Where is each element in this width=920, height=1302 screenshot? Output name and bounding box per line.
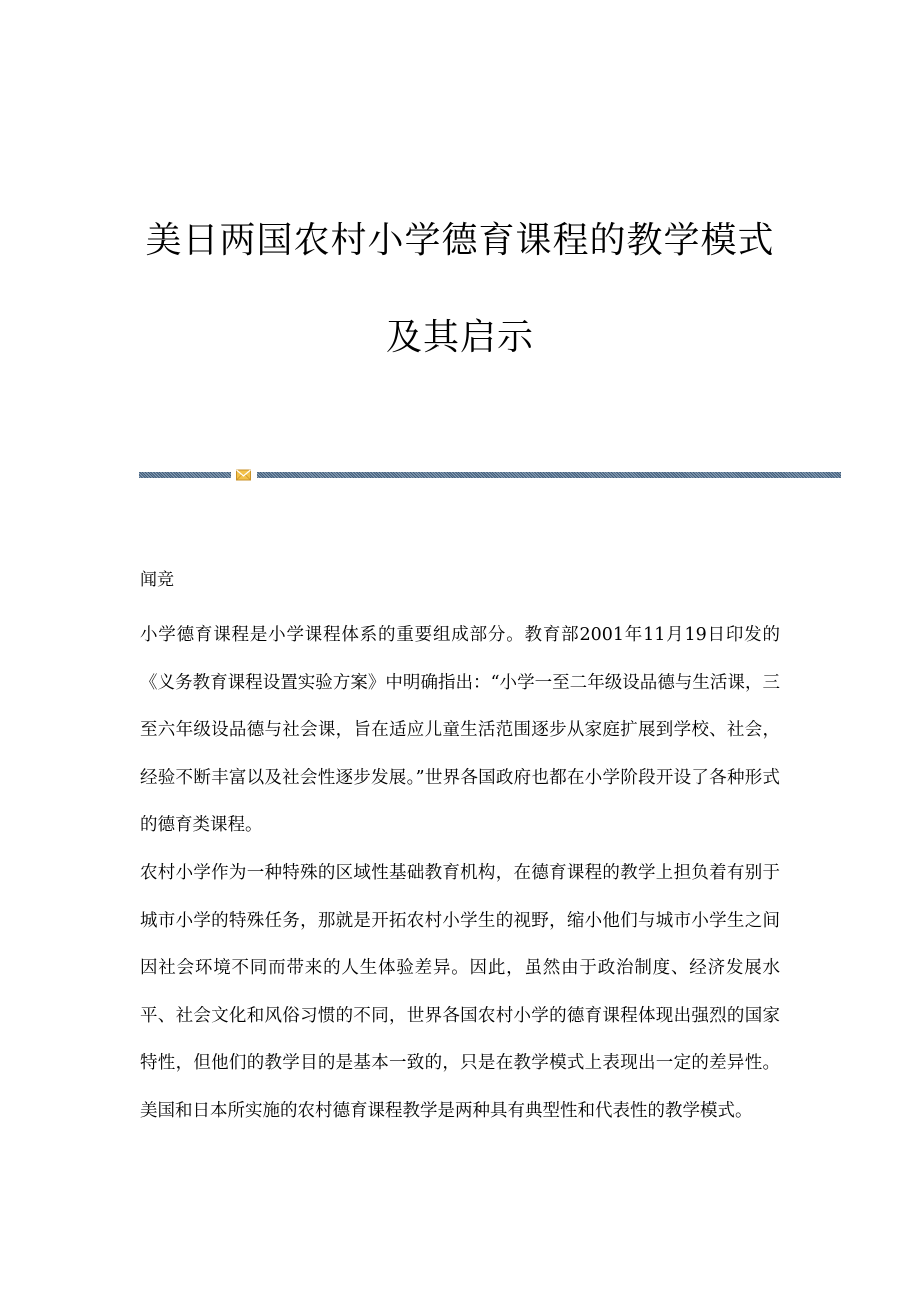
title-divider bbox=[139, 469, 841, 481]
divider-bar-right bbox=[257, 472, 841, 478]
divider-bar-left bbox=[139, 472, 231, 478]
body-paragraph: 农村小学作为一种特殊的区域性基础教育机构，在德育课程的教学上担负着有别于城市小学的特殊任务，那就是开拓农村小学生的视野，缩小他们与城市小学生之间因社会环境不同而带来的人生体验差异。因此，虽然由于政治制度、经济发展水平、社会文化和风俗习惯的不同，世界各国农村小学的德育课程体现出强烈的国家特性，但他们的教学目的是基本一致的，只是在教学模式上表现出一定的差异性。美国和日本所实施的农村德育课程教学是两种具有典型性和代表性的教学模式。 bbox=[140, 863, 780, 1121]
body-paragraph: 小学德育课程是小学课程体系的重要组成部分。教育部2001年11月19日印发的《义务教育课程设置实验方案》中明确指出：“小学一至二年级设品德与生活课，三至六年级设品德与社会课，旨在适应儿童生活范围逐步从家庭扩展到学校、社会，经验不断丰富以及社会性逐步发展。”世界各国政府也都在小学阶段开设了各种形式的德育类课程。 bbox=[140, 625, 780, 835]
page-title-line-1: 美日两国农村小学德育课程的教学模式 bbox=[145, 220, 775, 261]
author-name: 闻竞 bbox=[140, 570, 174, 590]
page-title-line-2: 及其启示 bbox=[385, 317, 534, 358]
envelope-icon bbox=[236, 469, 251, 481]
